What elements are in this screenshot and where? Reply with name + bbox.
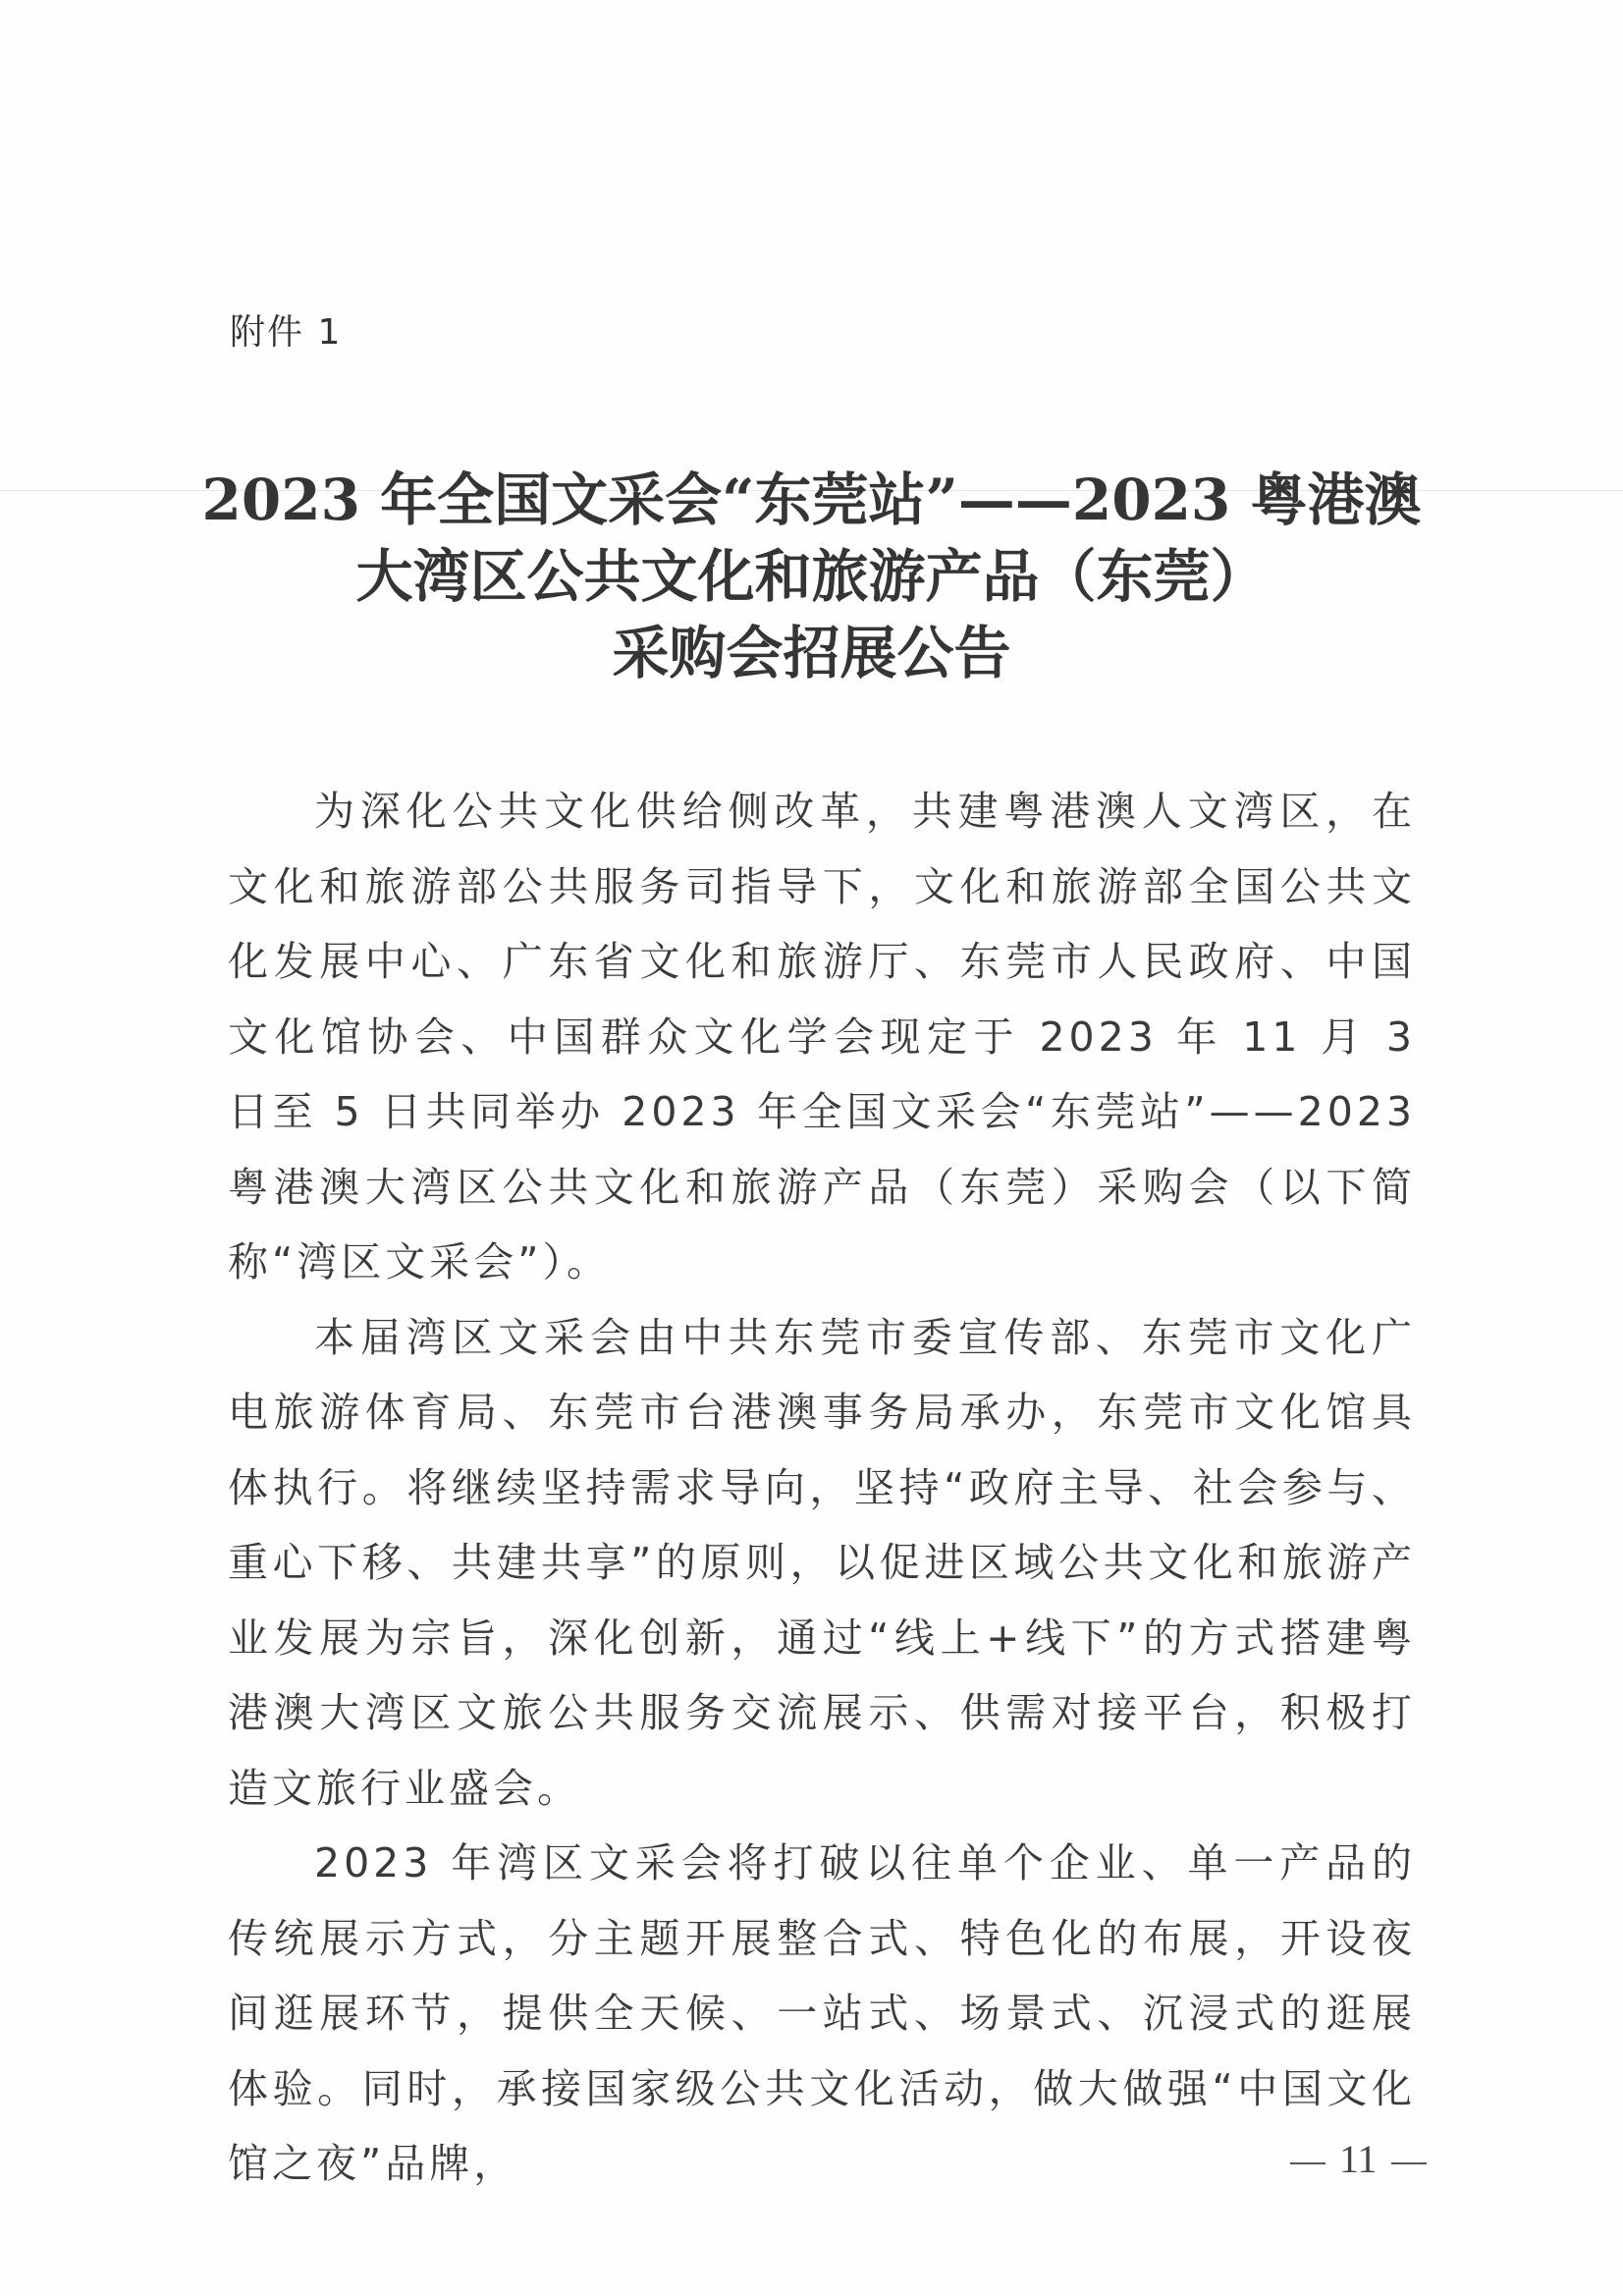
paragraph-exhibition-format: 2023 年湾区文采会将打破以往单个企业、单一产品的传统展示方式，分主题开展整合式、特色化的布展，开设夜间逛展环节，提供全天候、一站式、场景式、沉浸式的逛展体验。同时，承接国家级公共文化活动，做大做强“中国文化馆之夜”品牌， bbox=[228, 1839, 1416, 2187]
paragraph-intro: 为深化公共文化供给侧改革，共建粤港澳人文湾区，在文化和旅游部公共服务司指导下，文化和旅游部全国公共文化发展中心、广东省文化和旅游厅、东莞市人民政府、中国文化馆协会、中国群众文化学会现定于 2023 年 11 月 3 日至 5 日共同举办 2023 年全国文采会“东莞站”——2023 粤港澳大湾区公共文化和旅游产品（东莞）采购会（以下简称“湾区文采会”）。 bbox=[228, 788, 1416, 1285]
document-body bbox=[228, 774, 1416, 2202]
page-number-value: 11 bbox=[1339, 2137, 1378, 2181]
page-number-dash-left bbox=[1290, 2162, 1325, 2164]
page-number bbox=[1276, 2136, 1440, 2182]
title-line-2: 大湾区公共文化和旅游产品（东莞） bbox=[355, 543, 1268, 610]
document-title bbox=[196, 462, 1427, 691]
title-line-1: 2023 年全国文采会“东莞站”——2023 粤港澳 bbox=[201, 466, 1422, 533]
page-number-dash-right bbox=[1391, 2162, 1427, 2164]
title-line-3: 采购会招展公告 bbox=[612, 620, 1011, 686]
paragraph-organizers: 本届湾区文采会由中共东莞市委宣传部、东莞市文化广电旅游体育局、东莞市台港澳事务局承办，东莞市文化馆具体执行。将继续坚持需求导向，坚持“政府主导、社会参与、重心下移、共建共享”的原则，以促进区域公共文化和旅游产业发展为宗旨，深化创新，通过“线上+线下”的方式搭建粤港澳大湾区文旅公共服务交流展示、供需对接平台，积极打造文旅行业盛会。 bbox=[228, 1313, 1416, 1812]
attachment-label: 附件 1 bbox=[230, 312, 343, 353]
